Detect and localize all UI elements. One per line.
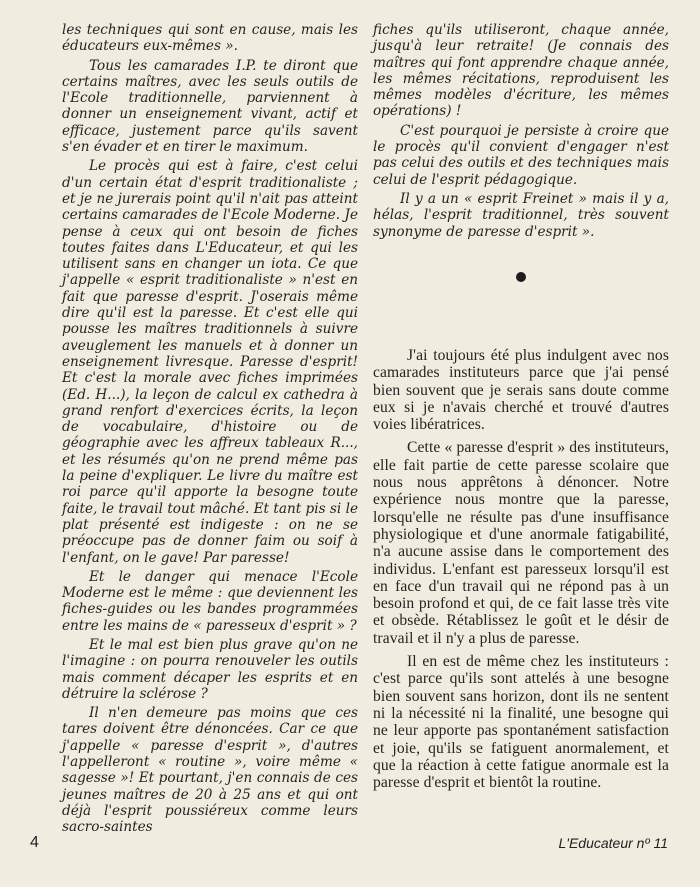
left-column	[62, 22, 358, 836]
paragraph: Il en est de même chez les instituteurs : c'est parce qu'ils sont attelés à une besogne bien souvent sans horizon, dont ils ne sentent ni la nécessité ni la finalité, une besogne qui ne leur apporte pas spontanément satisfaction et joie, qu'ils se fatiguent anormalement, et que la réaction à cette fatigue anormale est la paresse d'esprit et bientôt la routine.	[373, 653, 669, 792]
right-column-top	[373, 22, 669, 240]
paragraph: Il y a un « esprit Freinet » mais il y a, hélas, l'esprit traditionnel, très souvent synonyme de paresse d'esprit ».	[373, 190, 669, 240]
paragraph: Et le danger qui menace l'Ecole Moderne est le même : que deviennent les fiches-guides ou les bandes programmées entre les mains de « paresseux d'esprit » ?	[62, 568, 358, 634]
journal-footer: L'Educateur nº 11	[558, 835, 668, 851]
paragraph: C'est pourquoi je persiste à croire que le procès qu'il convient d'engager n'est pas celui des outils et des techniques mais celui de l'esprit pédagogique.	[373, 122, 669, 188]
paragraph: Cette « paresse d'esprit » des instituteurs, elle fait partie de cette paresse scolaire que nous nous apprêtons à dénoncer. Notre expérience nous montre que la paresse, lorsqu'elle ne résulte pas d'une insuffisance physiologique et d'une anormale fatigabilité, n'a aucune assise dans le comportement des individus. L'enfant est paresseux lorsqu'il est en face d'un travail qui ne répond pas à un besoin profond et qui, de ce fait lasse très vite et obsède. Rétablissez le goût et le désir de travail et il n'y a plus de paresse.	[373, 439, 669, 647]
section-separator-dot	[516, 272, 526, 282]
page-number: 4	[30, 834, 39, 851]
paragraph: fiches qu'ils utiliseront, chaque année, jusqu'à leur retraite! (Je connais des maîtres qui font apprendre chaque année, les mêmes récitations, reproduisent les mêmes modèles d'écriture, les mêmes opérations) !	[373, 22, 669, 120]
paragraph: les techniques qui sont en cause, mais les éducateurs eux-mêmes ».	[62, 22, 358, 55]
paragraph: Tous les camarades I.P. te diront que certains maîtres, avec les seuls outils de l'Ecole traditionnelle, parviennent à donner un enseignement vivant, actif et efficace, justement parce qu'ils savent s'en évader et en tirer le maximum.	[62, 57, 358, 156]
right-column-bottom	[373, 347, 669, 791]
paragraph: Le procès qui est à faire, c'est celui d'un certain état d'esprit traditionaliste ; et je ne jurerais point qu'il n'ait pas atteint certains camarades de l'Ecole Moderne. Je pense à ceux qui ont besoin de fiches toutes faites dans L'Educateur, et qui les utilisent sans en changer un iota. Ce que j'appelle « esprit traditionaliste » n'est en fait que paresse d'esprit. J'oserais même dire qu'il est la paresse. Et c'est elle qui pousse les maîtres traditionnels à suivre aveuglement les manuels et à donner un enseignement livresque. Paresse d'esprit! Et c'est la morale avec fiches imprimées (Ed. H...), la leçon de calcul ex cathedra à grand renfort d'exercices écrits, la leçon de vocabulaire, d'histoire ou de géographie avec les affreux tableaux R..., et les résumés qu'on ne prend même pas la peine d'expliquer. Le livre du maître est roi parce qu'il apporte la besogne toute faite, le travail tout mâché. Et tant pis si le plat présenté est indigeste : on ne se préoccupe pas de donner faim ou soif à l'enfant, on le gave! Par paresse!	[62, 158, 358, 566]
paragraph: J'ai toujours été plus indulgent avec nos camarades instituteurs parce que j'ai pensé bien souvent que je serais sans doute comme eux si je n'avais cherché et trouvé d'autres voies libératrices.	[373, 347, 669, 434]
paragraph: Et le mal est bien plus grave qu'on ne l'imagine : on pourra renouveler les outils mais comment décaper les esprits et en détruire la sclérose ?	[62, 636, 358, 702]
paragraph: Il n'en demeure pas moins que ces tares doivent être dénoncées. Car ce que j'appelle « paresse d'esprit », d'autres l'appelleront « routine », voire même « sagesse »! Et pourtant, j'en connais de ces jeunes maîtres de 20 à 25 ans et qui ont déjà l'esprit poussiéreux comme leurs sacro-saintes	[62, 705, 358, 836]
